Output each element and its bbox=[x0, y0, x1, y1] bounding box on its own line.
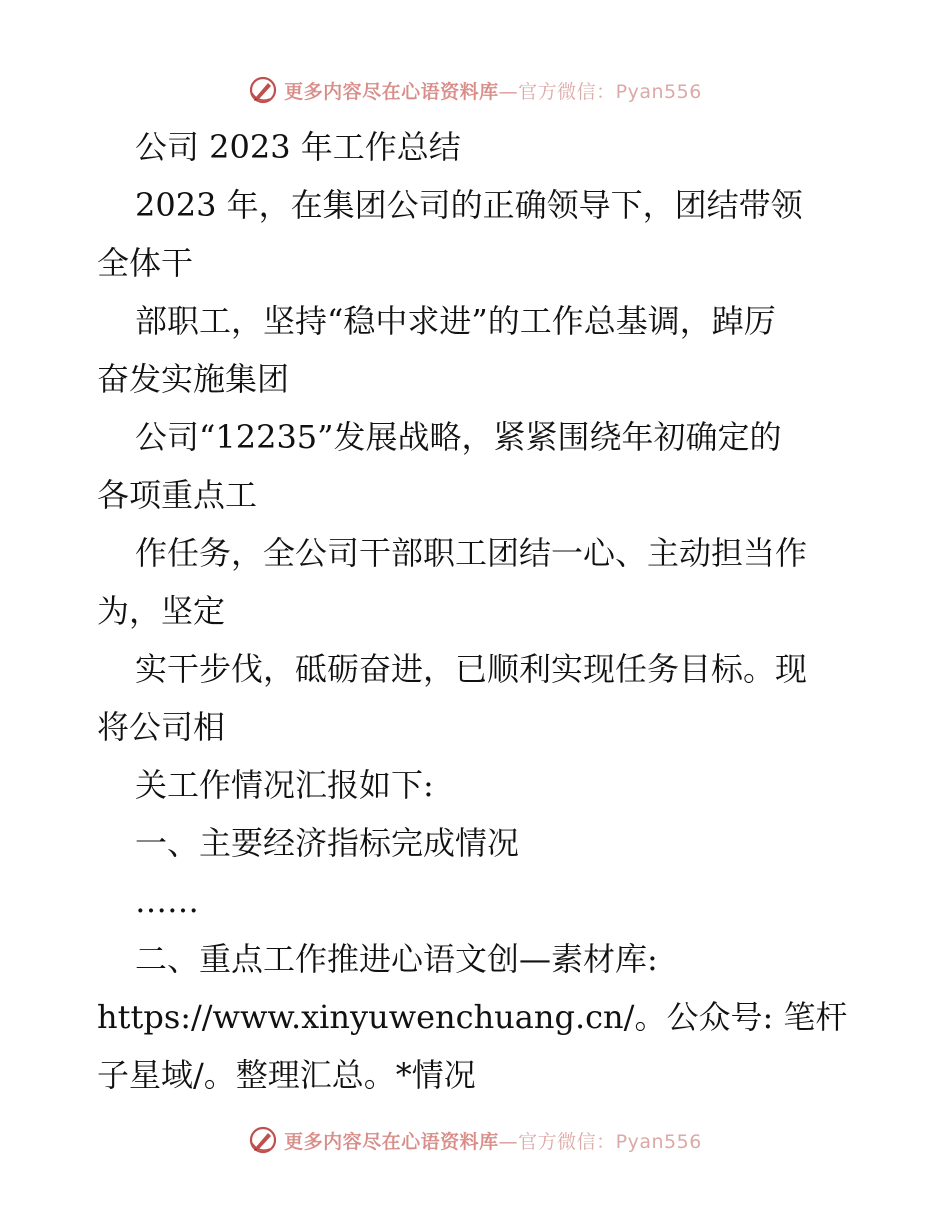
document-line: 作任务，全公司干部职工团结一心、主动担当作 bbox=[135, 534, 808, 572]
document-line: 全体干 bbox=[97, 244, 194, 282]
document-line: …… bbox=[135, 882, 199, 920]
document-line: 一、主要经济指标完成情况 bbox=[135, 824, 520, 862]
banner-wechat: 官方微信：Pyan556 bbox=[518, 1130, 702, 1153]
document-line: 关工作情况汇报如下: bbox=[135, 766, 434, 804]
document-line: 2023 年，在集团公司的正确领导下，团结带领 bbox=[135, 186, 803, 224]
banner-brand: 更多内容尽在心语资料库 bbox=[284, 1130, 499, 1153]
banner-separator: — bbox=[498, 80, 519, 103]
document-line: 为，坚定 bbox=[97, 592, 226, 630]
document-line: 奋发实施集团 bbox=[97, 360, 290, 398]
document-line: 子星域/。整理汇总。*情况 bbox=[97, 1056, 476, 1094]
banner-text bbox=[284, 1127, 702, 1154]
document-body bbox=[97, 118, 857, 1104]
document-line: 公司“12235”发展战略，紧紧围绕年初确定的 bbox=[135, 418, 782, 456]
document-line: 各项重点工 bbox=[97, 476, 258, 514]
document-line: 部职工，坚持“稳中求进”的工作总基调，踔厉 bbox=[135, 302, 776, 340]
footer-banner bbox=[0, 1120, 950, 1160]
document-line: 公司 2023 年工作总结 bbox=[135, 128, 461, 166]
banner-separator: — bbox=[498, 1130, 519, 1153]
document-line: 二、重点工作推进心语文创—素材库: bbox=[135, 940, 658, 978]
document-line: 实干步伐，砥砺奋进，已顺利实现任务目标。现 bbox=[135, 650, 808, 688]
document-line: https://www.xinyuwenchuang.cn/。公众号: 笔杆 bbox=[97, 998, 848, 1036]
banner-wechat: 官方微信：Pyan556 bbox=[518, 80, 702, 103]
document-line: 将公司相 bbox=[97, 708, 226, 746]
banner-text bbox=[284, 77, 702, 104]
pen-logo-icon bbox=[248, 75, 278, 105]
header-banner bbox=[0, 70, 950, 110]
pen-logo-icon bbox=[248, 1125, 278, 1155]
banner-brand: 更多内容尽在心语资料库 bbox=[284, 80, 499, 103]
